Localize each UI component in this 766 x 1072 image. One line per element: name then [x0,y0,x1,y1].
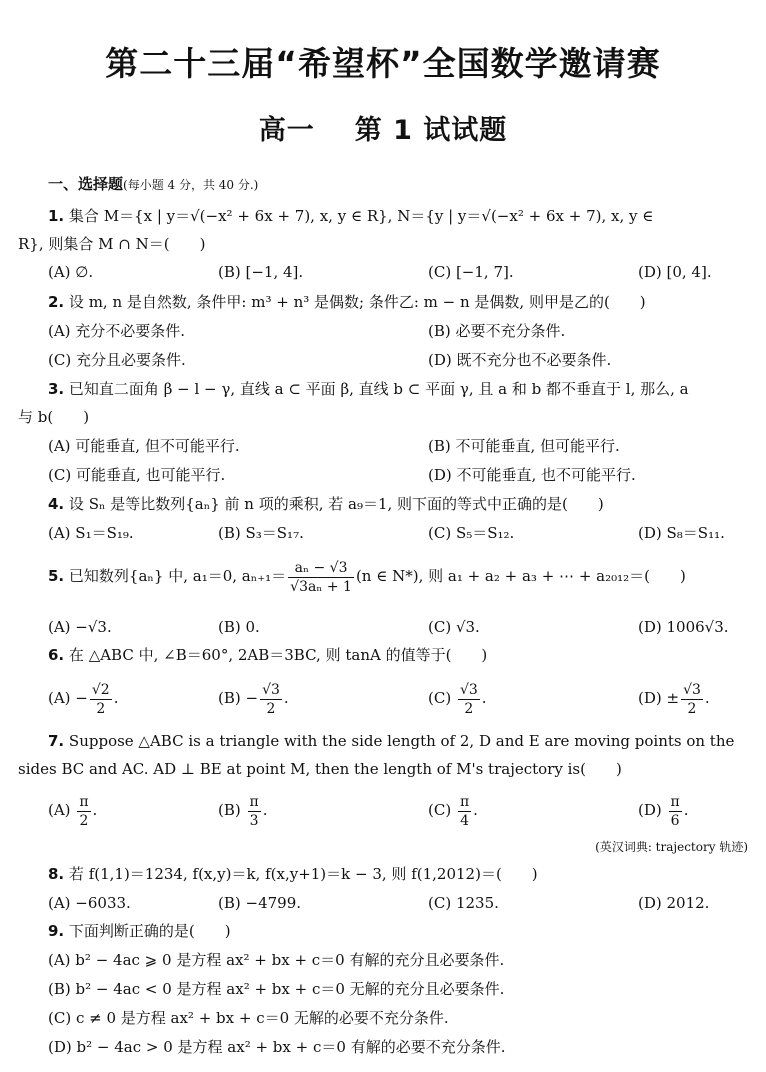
question-stem: 下面判断正确的是( ) [68,922,231,940]
option-d: (D) ± $\frac{√3}{2}$ . [638,681,710,717]
glossary-note: (英汉词典: trajectory 轨迹) [595,840,748,854]
option-c: (C) c ≠ 0 是方程 ax² + bx + c＝0 无解的必要不充分条件. [48,1009,449,1027]
option-prefix: (A) [48,801,76,819]
option-prefix: (D) ± [638,689,680,707]
fraction-numerator: π [249,793,259,810]
question-number: 8. [48,865,65,883]
option-c: (C) $\frac{√3}{2}$ . [428,681,487,717]
question-2 [48,292,646,312]
fraction-numerator: √2 [91,681,110,698]
fraction-denominator: √3aₙ + 1 [290,578,352,595]
option-fraction [260,681,282,718]
option-fraction [669,793,682,830]
fraction-numerator: √3 [262,681,280,698]
option-c: (C) S₅＝S₁₂. [428,524,515,542]
option-d: (D) S₈＝S₁₁. [638,524,725,542]
question-stem-continued: sides BC and AC. AD ⊥ BE at point M, then the length of M's trajectory is( ) [18,760,622,778]
option-b: (B) 必要不充分条件. [428,322,566,340]
question-number: 3. [48,380,65,398]
option-b: (B) b² − 4ac < 0 是方程 ax² + bx + c＝0 无解的充分且必要条件. [48,980,505,998]
test-label: 第 1 试试题 [354,115,508,146]
question-stem: 已知直二面角 β − l − γ, 直线 a ⊂ 平面 β, 直线 b ⊂ 平面 γ, 且 a 和 b 都不垂直于 l, 那么, a [68,380,689,398]
fraction-denominator: 2 [79,812,89,829]
option-c: (C) 充分且必要条件. [48,351,186,369]
option-b: (B) 0. [218,618,260,636]
option-prefix: (B) [218,801,246,819]
option-b: (B) − $\frac{√3}{2}$ . [218,681,289,717]
question-number: 6. [48,646,65,664]
fraction-denominator: 2 [464,700,474,717]
question-stem-tail: (n ∈ N*), 则 a₁ + a₂ + a₃ + ⋯ + a₂₀₁₂＝( ) [355,567,686,585]
option-fraction [681,681,703,718]
option-a: (A) 充分不必要条件. [48,322,186,340]
exam-title: 第二十三届“希望杯”全国数学邀请赛 [105,44,661,83]
fraction-numerator: √3 [459,681,478,698]
option-a: (A) S₁＝S₁₉. [48,524,134,542]
question-1 [48,206,653,226]
option-prefix: (D) [638,801,667,819]
question-4 [48,494,604,514]
option-c: (C) √3. [428,618,480,636]
question-5 [48,554,686,598]
option-fraction [248,793,261,830]
fraction-numerator: √3 [683,681,701,698]
option-a: (A) − $\frac{√2}{2}$ . [48,681,119,717]
option-d: (D) $\frac{\pi}{6}$ . [638,793,689,829]
question-number: 5. [48,567,65,585]
fraction-denominator: 2 [687,700,697,717]
option-a: (A) ∅. [48,263,94,281]
fraction-numerator: aₙ − √3 [288,559,354,578]
option-fraction [77,793,90,830]
option-prefix: (B) − [218,689,259,707]
section-heading [48,174,258,195]
fraction-denominator: 4 [460,812,470,829]
question-stem: 若 f(1,1)＝1234, f(x,y)＝k, f(x,y+1)＝k − 3, 则 f(1,2012)＝( ) [68,865,538,883]
section-label: 一、选择题 [48,175,124,193]
question-6 [48,645,487,665]
question-stem: 设 Sₙ 是等比数列{aₙ} 前 n 项的乘积, 若 a₉＝1, 则下面的等式中正确的是( ) [68,495,604,513]
fraction-numerator: π [670,793,680,810]
option-prefix: (C) [428,689,456,707]
fraction-denominator: 2 [266,700,276,717]
option-b: (B) [−1, 4]. [218,263,304,281]
question-stem-continued: 与 b( ) [18,408,90,426]
question-number: 1. [48,207,65,225]
option-c: (C) 1235. [428,894,499,912]
question-8 [48,864,538,884]
option-d: (D) b² − 4ac > 0 是方程 ax² + bx + c＝0 有解的必要不充分条件. [48,1038,506,1056]
question-number: 2. [48,293,65,311]
grade-label: 高一 [258,115,315,146]
question-number: 7. [48,732,65,750]
option-fraction [90,681,112,718]
option-a: (A) −6033. [48,894,131,912]
question-stem-continued: R}, 则集合 M ∩ N＝( ) [18,235,206,253]
option-prefix: (C) [428,801,456,819]
option-c: (C) [−1, 7]. [428,263,514,281]
question-number: 9. [48,922,65,940]
option-a: (A) 可能垂直, 但不可能平行. [48,437,240,455]
option-a: (A) −√3. [48,618,112,636]
fraction-numerator: π [79,793,89,810]
option-fraction [458,681,480,718]
option-c: (C) $\frac{\pi}{4}$ . [428,793,478,829]
question-9 [48,921,231,941]
option-a: (A) $\frac{\pi}{2}$ . [48,793,98,829]
option-b: (B) 不可能垂直, 但可能平行. [428,437,620,455]
question-number: 4. [48,495,65,513]
question-stem: 已知数列{aₙ} 中, a₁＝0, aₙ₊₁＝ [68,567,287,585]
option-d: (D) [0, 4]. [638,263,712,281]
recurrence-fraction [288,559,354,596]
option-prefix: (A) − [48,689,88,707]
option-d: (D) 2012. [638,894,710,912]
option-d: (D) 1006√3. [638,618,729,636]
question-stem: 设 m, n 是自然数, 条件甲: m³ + n³ 是偶数; 条件乙: m − n 是偶数, 则甲是乙的( ) [68,293,646,311]
option-b: (B) −4799. [218,894,302,912]
option-fraction [458,793,471,830]
question-3 [48,379,689,399]
option-b: (B) $\frac{\pi}{3}$ . [218,793,268,829]
question-stem: 在 △ABC 中, ∠B＝60°, 2AB＝3BC, 则 tanA 的值等于( ) [68,646,488,664]
option-c: (C) 可能垂直, 也可能平行. [48,466,226,484]
option-a: (A) b² − 4ac ⩾ 0 是方程 ax² + bx + c＝0 有解的充分且必要条件. [48,951,505,969]
option-b: (B) S₃＝S₁₇. [218,524,304,542]
option-d: (D) 既不充分也不必要条件. [428,351,612,369]
fraction-numerator: π [459,793,470,810]
section-note: (每小题 4 分，共 40 分.) [123,178,259,192]
question-stem: 集合 M＝{x | y＝√(−x² + 6x + 7), x, y ∈ R}, N＝{y | y＝√(−x² + 6x + 7), x, y ∈ [68,207,654,225]
question-stem: Suppose △ABC is a triangle with the side length of 2, D and E are moving points on the [68,732,735,750]
fraction-denominator: 2 [96,700,106,717]
question-7 [48,731,734,751]
fraction-denominator: 6 [670,812,680,829]
exam-subtitle [0,108,766,147]
fraction-denominator: 3 [249,812,259,829]
option-d: (D) 不可能垂直, 也不可能平行. [428,466,636,484]
